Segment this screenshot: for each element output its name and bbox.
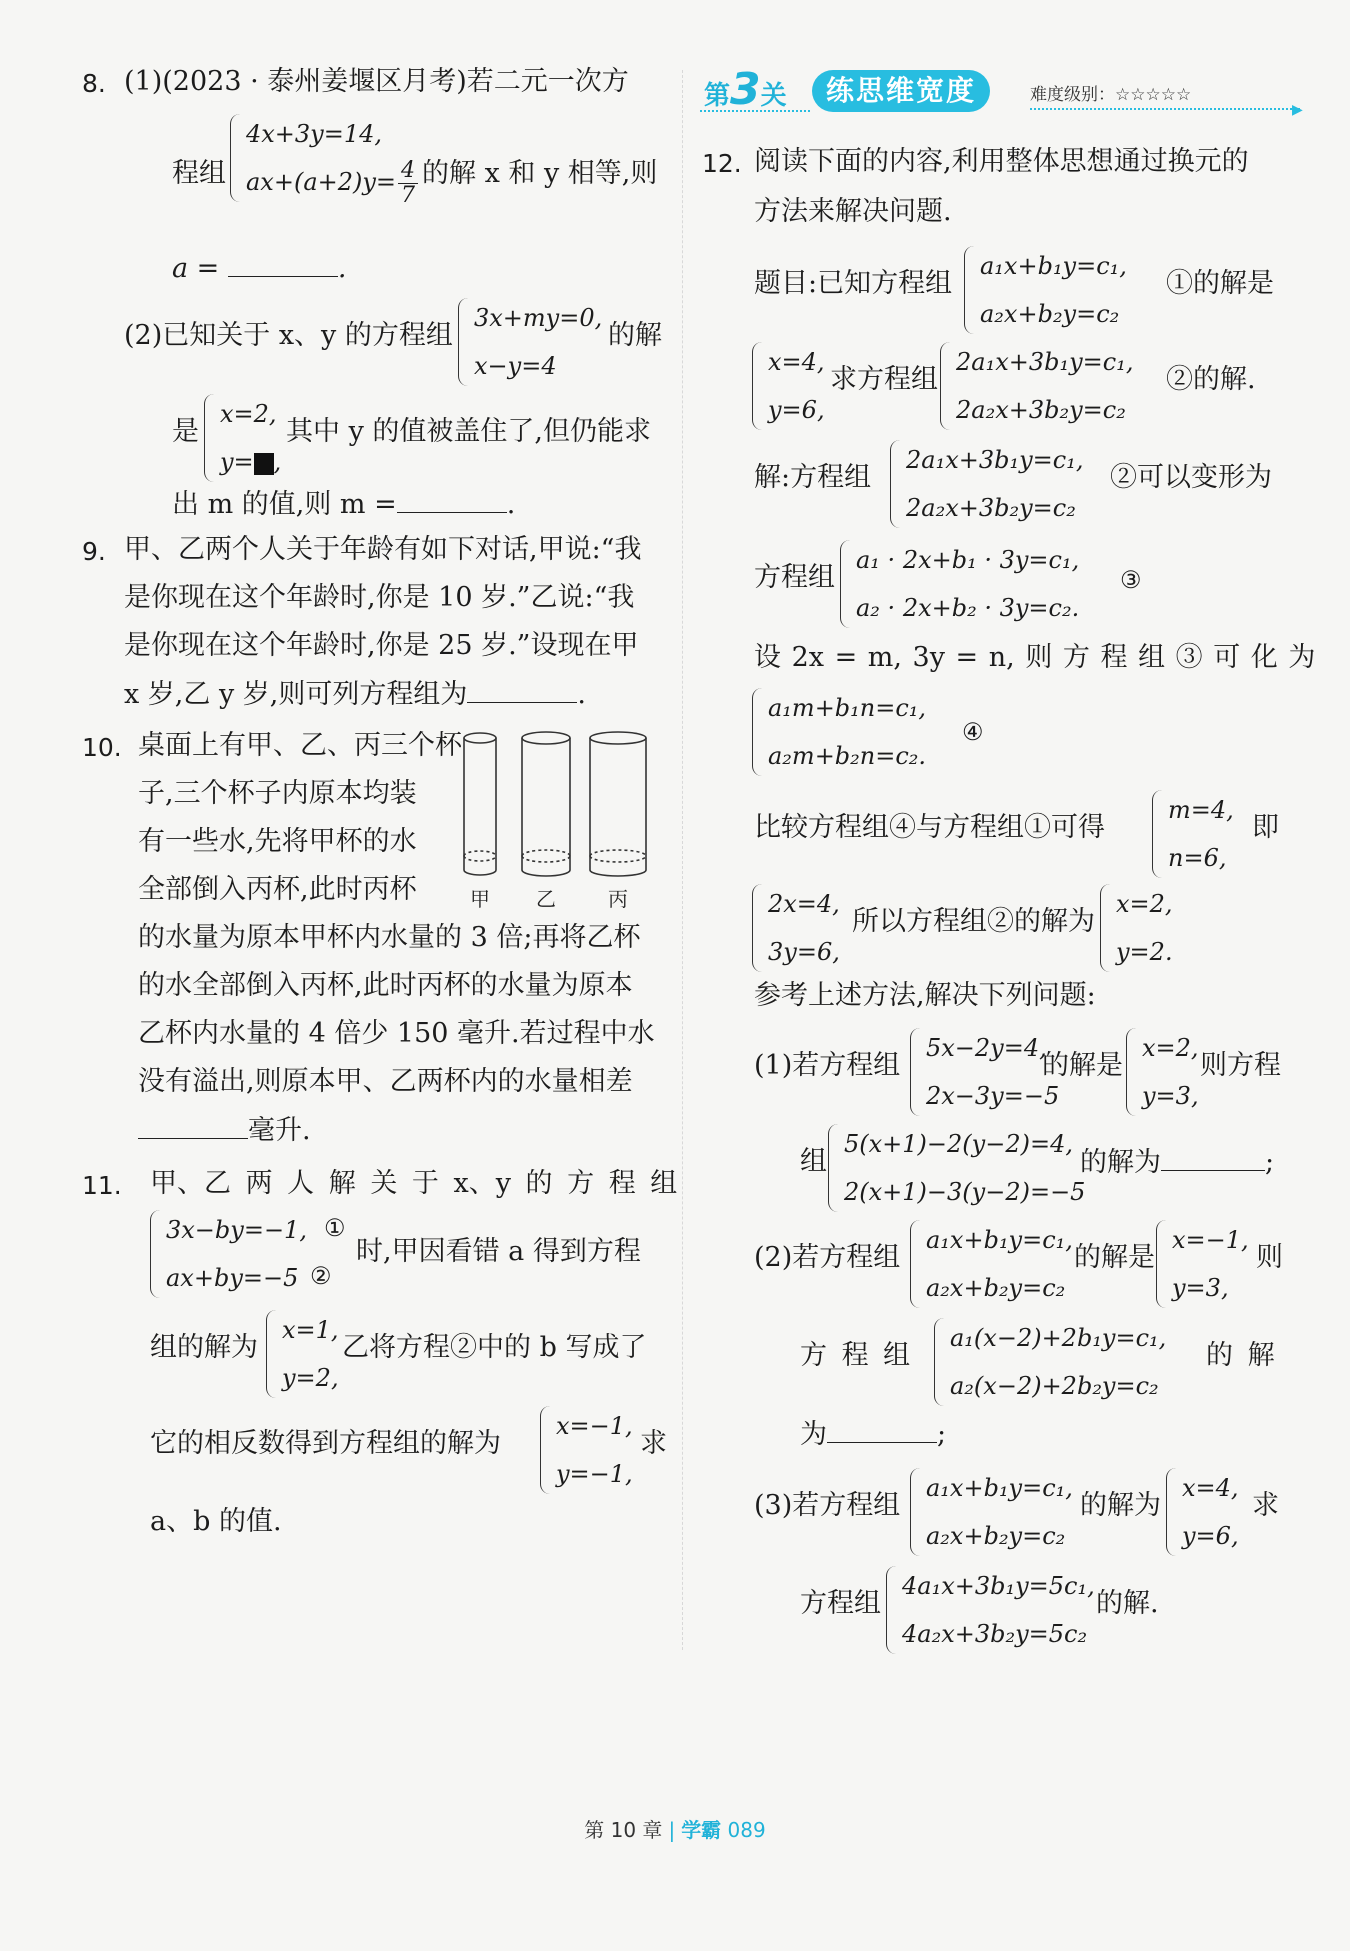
footer-brand: 学霸 <box>681 1818 722 1842</box>
q11-solution-jia <box>266 1306 339 1402</box>
q8-part2-is: 是 <box>172 416 199 447</box>
q10-line9 <box>138 1112 311 1149</box>
q12-fin-s1: 2x=4, <box>768 890 840 918</box>
q12-sys1-eq1: a₁x+b₁y=c₁, <box>980 252 1127 280</box>
page-number: 089 <box>727 1818 766 1842</box>
q10-line4: 全部倒入丙杯,此时丙杯 <box>138 874 417 905</box>
q11-number: 11. <box>82 1171 122 1200</box>
q12-p2b-eq1: a₁(x−2)+2b₁y=c₁, <box>950 1324 1167 1352</box>
cup-label-yi: 乙 <box>536 887 556 911</box>
q12-p3-pre: (3)若方程组 <box>754 1490 901 1521</box>
q8-a-label: a = <box>172 253 220 284</box>
banner-underline <box>700 110 810 112</box>
q12-p3-s1: x=4, <box>1182 1474 1239 1502</box>
q8-a-blank[interactable] <box>228 250 338 277</box>
q12-p3-solution <box>1166 1464 1239 1560</box>
q12-p1b-post <box>1080 1144 1274 1181</box>
q12-given-solution <box>752 338 825 434</box>
q11-line6: 求 <box>640 1428 667 1459</box>
q12-sol-pre: 解:方程组 <box>754 462 872 493</box>
q8-eq2: ax+(a+2)y= <box>246 168 397 196</box>
q11-mark2: ② <box>310 1262 332 1290</box>
q12-p1-solution <box>1126 1024 1199 1120</box>
q11-s2a: x=−1, <box>556 1412 633 1440</box>
section-banner <box>700 62 1303 118</box>
q12-sys2-eq1: 2a₁x+3b₁y=c₁, <box>956 348 1134 376</box>
q12-reference: 参考上述方法,解决下列问题: <box>754 980 1096 1011</box>
q12-final-subst <box>752 880 840 976</box>
q12-sys1-eq2: a₂x+b₂y=c₂ <box>980 300 1120 328</box>
q12-p2b-system <box>934 1314 1166 1410</box>
q12-fin-r1: x=2, <box>1116 890 1173 918</box>
q12-number: 12. <box>702 149 742 178</box>
q12-p3-post: 求 <box>1252 1490 1279 1521</box>
q11-eq2: ax+by=−5 <box>166 1264 299 1292</box>
q12-topic-mid: 求方程组 <box>830 364 938 395</box>
q12-mark3: ③ <box>1120 566 1142 594</box>
q12-p1-pre: (1)若方程组 <box>754 1050 901 1081</box>
q11-eq1: 3x−by=−1, <box>166 1216 307 1244</box>
q11-line7: a、b 的值. <box>150 1506 282 1537</box>
q12-p2-blank[interactable] <box>827 1416 937 1443</box>
cup-label-bing: 丙 <box>608 887 628 911</box>
q12-system-2 <box>940 338 1133 434</box>
q9-number: 9. <box>82 537 106 566</box>
q12-p2-eq2: a₂x+b₂y=c₂ <box>926 1274 1066 1302</box>
q12-sys4-eq2: a₂m+b₂n=c₂. <box>768 742 927 770</box>
q12-p2-s1: x=−1, <box>1172 1226 1249 1254</box>
q8-number: 8. <box>82 69 106 98</box>
banner-dotted-line <box>1030 108 1300 110</box>
q10-line2: 子,三个杯子内原本均装 <box>138 778 417 809</box>
q12-p2-post: 则 <box>1256 1242 1283 1273</box>
q12-mark4: ④ <box>962 718 984 746</box>
q12-rewrite-system <box>840 536 1079 632</box>
q12-rewrite-pre: 方程组 <box>754 562 835 593</box>
q8-eq2-row <box>246 158 420 206</box>
q12-p1-s1: x=2, <box>1142 1034 1199 1062</box>
banner-arrow-icon: ▶ <box>1292 102 1303 118</box>
q8-p2-eq1: 3x+my=0, <box>474 304 603 332</box>
q12-p1-system <box>910 1024 1059 1120</box>
banner-part2: 关 <box>760 81 787 111</box>
q8-p2-s1: x=2, <box>220 400 277 428</box>
q12-p3b-post: 的解. <box>1096 1588 1159 1619</box>
q12-p1-blank[interactable] <box>1161 1144 1265 1171</box>
q12-sys4-eq1: a₁m+b₁n=c₁, <box>768 694 927 722</box>
q12-p1b-end: ; <box>1265 1147 1275 1178</box>
q12-substitution: 设 2x = m, 3y = n, 则 方 程 组 ③ 可 化 为 <box>754 642 1316 673</box>
q12-p3-mid: 的解为 <box>1080 1490 1161 1521</box>
q12-final-mid: 所以方程组②的解为 <box>852 906 1095 937</box>
q11-s2b: y=−1, <box>556 1460 633 1488</box>
q12-given-s1: x=4, <box>768 348 825 376</box>
q8-part1-post: 的解 x 和 y 相等,则 <box>422 158 658 189</box>
cup-bing <box>590 732 646 876</box>
q12-p3b-system <box>886 1562 1095 1658</box>
q11-line1: 甲、乙 两 人 解 关 于 x、y 的 方 程 组 <box>150 1168 678 1199</box>
q8-part1-pre: 程组 <box>172 158 226 189</box>
q8-part2-post: 的解 <box>608 320 662 351</box>
q11-line2: 时,甲因看错 a 得到方程 <box>356 1236 641 1267</box>
q12-sol-eq2: 2a₂x+3b₂y=c₂ <box>906 494 1076 522</box>
banner-title: 练思维宽度 <box>812 70 990 112</box>
q8-part2-text: 其中 y 的值被盖住了,但仍能求 <box>286 416 652 447</box>
q11-line4: 乙将方程②中的 b 写成了 <box>342 1332 647 1363</box>
q10-line5: 的水量为原本甲杯内水量的 3 倍;再将乙杯 <box>138 922 641 953</box>
q12-rewrite-eq1: a₁ · 2x+b₁ · 3y=c₁, <box>856 546 1080 574</box>
q8-part2-last-line: 出 m 的值,则 m = . <box>172 486 515 523</box>
covered-value-block <box>254 453 274 475</box>
q8-p2-eq2: x−y=4 <box>474 352 557 380</box>
q12-sol-eq1: 2a₁x+3b₁y=c₁, <box>906 446 1084 474</box>
q8-fraction <box>398 159 418 208</box>
q12-line1: 阅读下面的内容,利用整体思想通过换元的 <box>754 146 1249 177</box>
q12-p3b-eq1: 4a₁x+3b₁y=5c₁, <box>902 1572 1095 1600</box>
footer-chapter: 第 10 章 <box>584 1818 663 1842</box>
q12-topic-pre: 题目:已知方程组 <box>754 268 953 299</box>
q8-frac-num: 4 <box>398 159 418 184</box>
q12-fin-s2: 3y=6, <box>768 938 840 966</box>
q12-p2c <box>800 1416 946 1453</box>
q10-line7: 乙杯内水量的 4 倍少 150 毫升.若过程中水 <box>138 1018 655 1049</box>
q12-compare-result <box>1152 786 1234 882</box>
q12-p2-solution <box>1156 1216 1249 1312</box>
cup-label-jia: 甲 <box>470 887 490 911</box>
q10-blank[interactable] <box>138 1112 248 1139</box>
q12-p2-mid: 的解是 <box>1074 1242 1155 1273</box>
q12-p1-mid: 的解是 <box>1042 1050 1123 1081</box>
q10-line8: 没有溢出,则原本甲、乙两杯内的水量相差 <box>138 1066 633 1097</box>
q12-cmp-s1: m=4, <box>1168 796 1234 824</box>
q11-line5: 它的相反数得到方程组的解为 <box>150 1428 501 1459</box>
q12-topic-post: ①的解是 <box>1166 268 1274 299</box>
q12-p2-system <box>910 1216 1073 1312</box>
banner-part1: 第 <box>704 81 731 111</box>
q9-line2: 是你现在这个年龄时,你是 10 岁.”乙说:“我 <box>124 582 635 613</box>
q12-p1-s2: y=3, <box>1142 1082 1199 1110</box>
q12-system-4 <box>752 684 926 780</box>
q12-p3-s2: y=6, <box>1182 1522 1239 1550</box>
q12-p3b-eq2: 4a₂x+3b₂y=5c₂ <box>902 1620 1088 1648</box>
q12-p2-pre: (2)若方程组 <box>754 1242 901 1273</box>
q12-p2c-end: ; <box>937 1419 947 1450</box>
banner-number: 3 <box>730 64 761 115</box>
q12-p3-eq2: a₂x+b₂y=c₂ <box>926 1522 1066 1550</box>
q9-line3: 是你现在这个年龄时,你是 25 岁.”设现在甲 <box>124 630 639 661</box>
q12-final-solution <box>1100 880 1173 976</box>
cup-yi <box>522 732 570 876</box>
q8-system-3 <box>204 390 281 486</box>
q9-blank[interactable] <box>467 676 577 703</box>
footer-separator: | <box>668 1818 676 1842</box>
q11-s1b: y=2, <box>282 1364 339 1392</box>
q12-sol-system <box>890 436 1083 532</box>
q12-sys2-eq2: 2a₂x+3b₂y=c₂ <box>956 396 1126 424</box>
q12-line2: 方法来解决问题. <box>754 196 952 227</box>
q9-line1: 甲、乙两个人关于年龄有如下对话,甲说:“我 <box>124 534 642 565</box>
q10-line3: 有一些水,先将甲杯的水 <box>138 826 417 857</box>
q8-m-label: 出 m 的值,则 m = <box>172 489 397 520</box>
q12-rewrite-eq2: a₂ · 2x+b₂ · 3y=c₂. <box>856 594 1080 622</box>
q8-part1-intro: (1)(2023 · 泰州姜堰区月考)若二元一次方 <box>124 66 629 97</box>
q12-p1b-eq1: 5(x+1)−2(y−2)=4, <box>844 1130 1073 1158</box>
q12-p1-eq1: 5x−2y=4, <box>926 1034 1047 1062</box>
q12-p3b-pre: 方程组 <box>800 1588 881 1619</box>
q8-p2-s2b: , <box>273 448 282 476</box>
q12-p2b-eq2: a₂(x−2)+2b₂y=c₂ <box>950 1372 1159 1400</box>
q12-p3-system <box>910 1464 1073 1560</box>
q11-mark1: ① <box>324 1214 346 1242</box>
banner-level <box>704 64 787 115</box>
q8-p2-s2: y= <box>220 448 254 476</box>
q8-system-2 <box>458 294 602 390</box>
column-divider <box>682 70 683 1650</box>
difficulty-rating: 难度级别：☆☆☆☆☆ <box>1030 85 1192 105</box>
page-footer <box>0 1814 1350 1843</box>
q12-p1-eq2: 2x−3y=−5 <box>926 1082 1060 1110</box>
q12-p2b-post: 的 解 <box>1206 1340 1275 1371</box>
q8-frac-den: 7 <box>401 183 416 208</box>
q12-compare: 比较方程组④与方程组①可得 <box>754 812 1105 843</box>
q12-p2-s2: y=3, <box>1172 1274 1229 1302</box>
q9-line4-text: x 岁,乙 y 岁,则可列方程组为 <box>124 679 468 710</box>
q10-line9-text: 毫升. <box>248 1115 311 1146</box>
q12-p2c-pre: 为 <box>800 1419 827 1450</box>
q12-p2b-pre: 方 程 组 <box>800 1340 911 1371</box>
q9-line4: x 岁,乙 y 岁,则可列方程组为 . <box>124 676 586 713</box>
q11-s1a: x=1, <box>282 1316 339 1344</box>
q12-p1b-post-text: 的解为 <box>1080 1147 1161 1178</box>
q11-line3: 组的解为 <box>150 1332 258 1363</box>
q12-p3-eq1: a₁x+b₁y=c₁, <box>926 1474 1073 1502</box>
q12-fin-r2: y=2. <box>1116 938 1173 966</box>
q10-line6: 的水全部倒入丙杯,此时丙杯的水量为原本 <box>138 970 633 1001</box>
q12-p1b-system <box>828 1120 1085 1216</box>
q12-given-s2: y=6, <box>768 396 825 424</box>
q11-solution-yi <box>540 1402 633 1498</box>
q8-system-1 <box>230 110 420 206</box>
q8-eq1: 4x+3y=14, <box>246 120 383 148</box>
q12-topic-end: ②的解. <box>1166 364 1256 395</box>
q12-system-1 <box>964 242 1127 338</box>
cup-jia <box>464 733 496 875</box>
q12-sol-post: ②可以变形为 <box>1110 462 1272 493</box>
q8-part1-answer: a = . <box>172 250 347 287</box>
q11-system <box>150 1206 307 1302</box>
q12-p1-post: 则方程 <box>1200 1050 1281 1081</box>
q8-m-blank[interactable] <box>397 486 507 513</box>
q10-number: 10. <box>82 733 122 762</box>
cups-figure <box>460 728 660 916</box>
q12-compare-post: 即 <box>1252 812 1279 843</box>
q12-p1b-pre: 组 <box>800 1146 827 1177</box>
q10-line1: 桌面上有甲、乙、丙三个杯 <box>138 730 462 761</box>
q12-p1b-eq2: 2(x+1)−3(y−2)=−5 <box>844 1178 1086 1206</box>
q12-cmp-s2: n=6, <box>1168 844 1227 872</box>
q12-p2-eq1: a₁x+b₁y=c₁, <box>926 1226 1073 1254</box>
q8-p2-s2-row <box>220 438 281 486</box>
q8-part2-intro: (2)已知关于 x、y 的方程组 <box>124 320 453 351</box>
